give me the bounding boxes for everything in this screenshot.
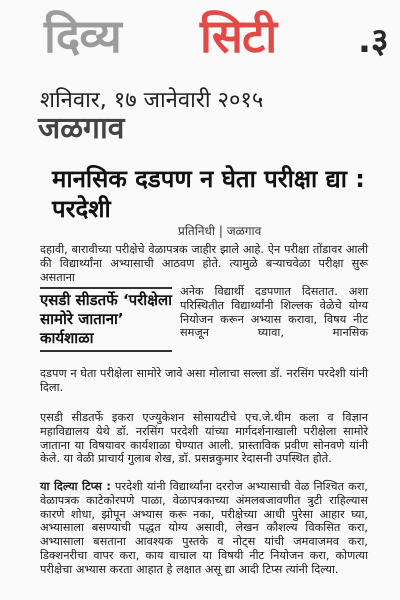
city-name: जळगाव <box>38 111 125 146</box>
article-paragraph-4: एसडी सीडतर्फे इकरा एज्युकेशन सोसायटीचे एच.जे.थीम कला व विज्ञान महाविद्यालय येथे डॉ. नरसिंग परदेशी यांच्या मार्गदर्शनाखाली परीक्षेला सामोरे जाताना या विषयावर कार्यशाळा घेण्यात आली. प्रास्ताविक प्रवीण सोनवणे यांनी केले. या वेळी प्राचार्य गुलाब शेख, डॉ. प्रसन्नकुमार रेदासनी उपस्थित होते. <box>40 411 368 466</box>
masthead-title-word2: सिटी <box>200 9 277 63</box>
byline: प्रतिनिधी | जळगाव <box>178 224 262 238</box>
article-paragraph-5 <box>40 480 368 577</box>
page-number: .३ <box>358 21 389 61</box>
dateline: शनिवार, १७ जानेवारी २०१५ <box>40 88 264 113</box>
masthead <box>40 2 400 74</box>
article-paragraph-3: दडपण न घेता परीक्षेला सामोरे जावे असा मोलाचा सल्ला डॉ. नरसिंग परदेशी यांनी दिला. <box>40 367 368 394</box>
article-paragraph-2: अनेक विद्यार्थी दडपणात दिसतात. अशा परिस्थितीत विद्यार्थ्यांनी शिल्लक वेळेचे योग्य नियोजन करून अभ्यास करावा, विषय नीट समजून घ्यावा, मानसिक <box>180 285 368 340</box>
tips-text: परदेशी यांनी विद्यार्थ्यांना दररोज अभ्यासाची वेळ निश्चित करा, वेळापत्रक काटेकोरपणे पाळा, वेळापत्रकाच्या अंमलबजावणीत त्रुटी राहिल्यास कारणे शोधा, झोपून अभ्यास करू नका, परीक्षेच्या आधी पुरेसा आहार घ्या, अभ्यासाला बसण्याची पद्धत योग्य असावी, लेखन कौशल्य विकसित करा, अभ्यासाला बसताना आवश्यक पुस्तके व नोट्स यांची जमवाजमव करा, डिक्शनरीचा वापर करा, काय वाचाल या विषयी नीट नियोजन करा, कोणत्या परीक्षेचा अभ्यास करता आहात हे लक्षात असू द्या आदी टिप्स त्यांनी दिल्या. <box>40 480 368 576</box>
masthead-title-word1: दिव्य <box>44 9 121 63</box>
headline: मानसिक दडपण न घेता परीक्षा द्या : परदेशी <box>52 165 365 223</box>
subheading-box: एसडी सीडतर्फे ‘परीक्षेला सामोरे जाताना’ कार्यशाळा <box>40 287 172 352</box>
tips-label: या दिल्या टिप्स : <box>40 480 111 493</box>
article-paragraph-1: दहावी, बारावीच्या परीक्षेचे वेळापत्रक जाहीर झाले आहे. ऐन परीक्षा तोंडावर आली की विद्यार्थ्यांना अभ्यासाची आठवण होते. त्यामुळे बऱ्याचवेळा परीक्षा सुरू असताना <box>40 243 368 284</box>
